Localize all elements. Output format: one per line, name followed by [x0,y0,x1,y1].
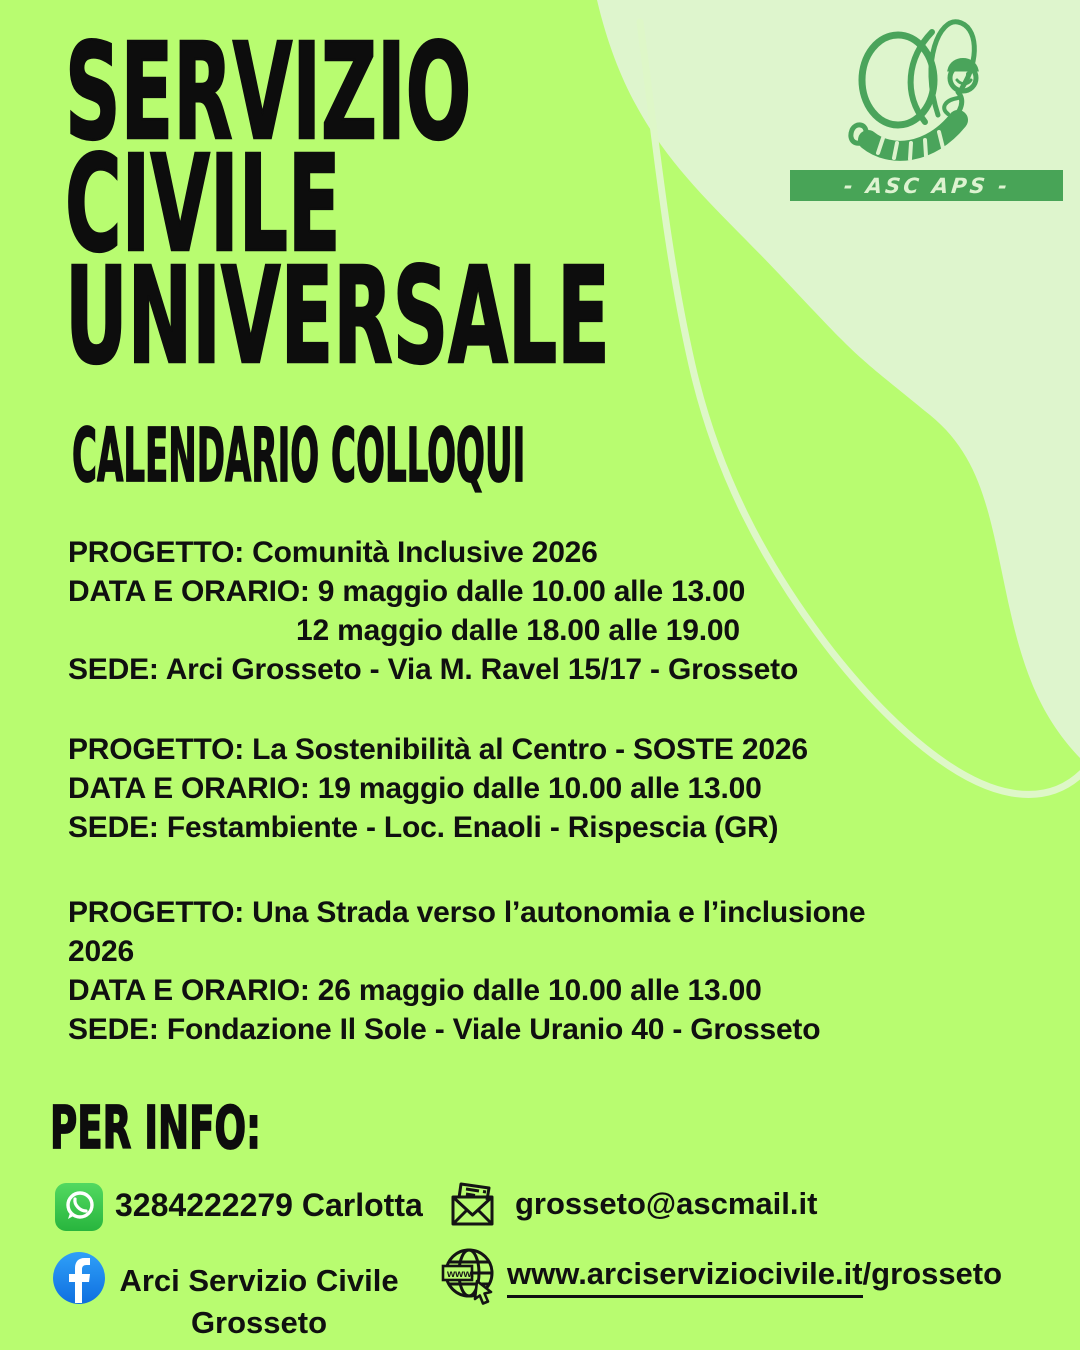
project-date: DATA E ORARIO: 9 maggio dalle 10.00 alle 13.00 [68,575,746,608]
project-date: DATA E ORARIO: 26 maggio dalle 10.00 alle 13.00 [68,974,762,1007]
website-contact[interactable] [507,1256,1002,1298]
project-name: PROGETTO: Comunità Inclusive 2026 [68,536,598,569]
project-venue: SEDE: Arci Grosseto - Via M. Ravel 15/17 - Grosseto [68,653,799,686]
title-line-1: SERVIZIO [65,16,472,170]
project-name: PROGETTO: Una Strada verso l’autonomia e l’inclusione [68,896,866,929]
page-title [65,16,610,394]
facebook-contact[interactable] [118,1260,400,1344]
svg-text:www.: www. [447,1268,475,1280]
website-link-underlined[interactable]: www.arciserviziocivile.it [507,1256,863,1298]
per-info-heading: PER INFO: [50,1093,261,1162]
facebook-line-2: Grosseto [190,1305,328,1340]
project-block-3 [68,893,865,1049]
project-venue: SEDE: Fondazione Il Sole - Viale Uranio 40 - Grosseto [68,1013,821,1046]
asc-banner [790,170,1063,201]
whatsapp-contact[interactable]: 3284222279 Carlotta [115,1187,423,1223]
facebook-icon[interactable] [53,1252,105,1304]
title-line-3: UNIVERSALE [65,240,610,394]
project-name-wrap: 2026 [68,935,134,968]
project-venue: SEDE: Festambiente - Loc. Enaoli - Rispescia (GR) [68,811,779,844]
project-date: DATA E ORARIO: 19 maggio dalle 10.00 alle 13.00 [68,772,762,805]
website-globe-icon [441,1245,499,1307]
asc-banner-label: - ASC APS - [842,173,1011,198]
project-block-2 [68,730,808,847]
email-icon [447,1180,499,1232]
project-block-1 [68,533,798,689]
email-contact[interactable]: grosseto@ascmail.it [515,1186,818,1221]
asc-logo-icon [845,12,1045,172]
project-name: PROGETTO: La Sostenibilità al Centro - SOSTE 2026 [68,733,808,766]
website-link-suffix: /grosseto [862,1256,1003,1291]
title-line-2: CIVILE [65,128,341,282]
subtitle: CALENDARIO COLLOQUI [72,413,526,499]
facebook-line-1: Arci Servizio Civile [119,1263,399,1298]
whatsapp-icon[interactable] [55,1183,103,1231]
project-date-2: 12 maggio dalle 18.00 alle 19.00 [296,614,740,647]
